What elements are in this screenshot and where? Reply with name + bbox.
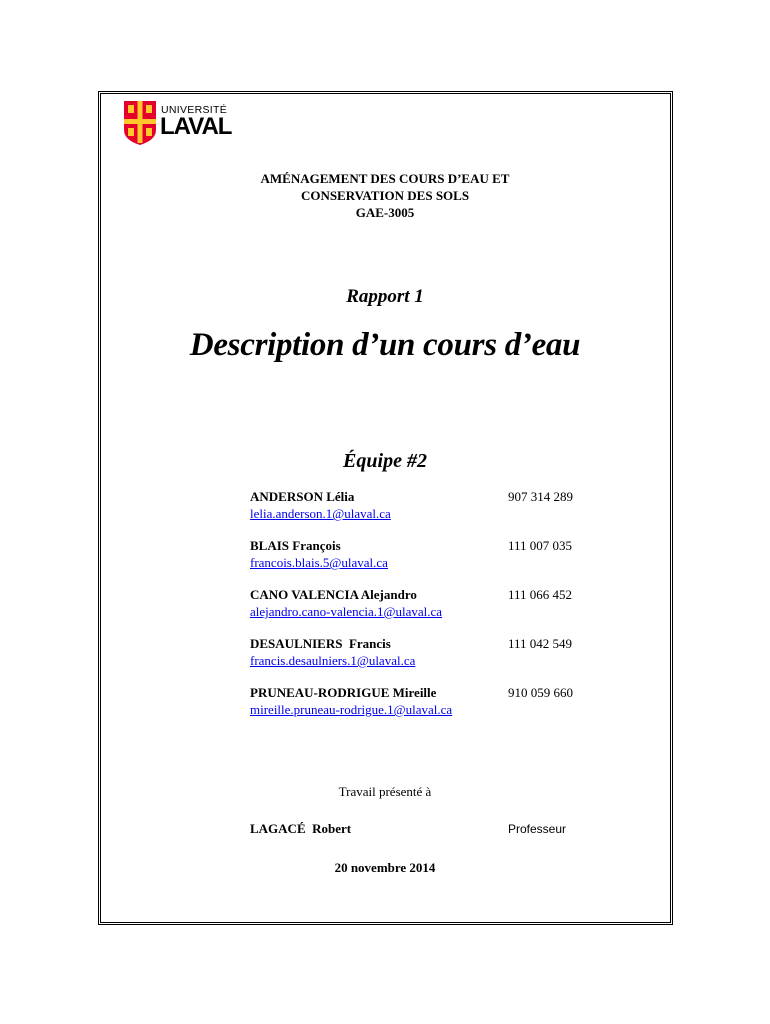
member-email-link[interactable]: alejandro.cano-valencia.1@ulaval.ca <box>250 604 443 619</box>
member-name: DESAULNIERS Francis <box>250 636 391 651</box>
university-logo <box>123 100 238 146</box>
member-entry <box>250 538 590 572</box>
member-entry <box>250 587 590 621</box>
member-number: 111 007 035 <box>508 538 573 553</box>
member-entry <box>250 685 590 719</box>
member-name: PRUNEAU-RODRIGUE Mireille <box>250 685 437 700</box>
member-entry <box>250 636 590 670</box>
logo-line-1: UNIVERSITÉ <box>161 104 228 116</box>
member-email-link[interactable]: lelia.anderson.1@ulaval.ca <box>250 506 391 521</box>
professor-name: LAGACÉ Robert <box>250 821 352 836</box>
member-name: ANDERSON Lélia <box>250 489 355 504</box>
member-email-link[interactable]: mireille.pruneau-rodrigue.1@ulaval.ca <box>250 702 453 717</box>
presented-to-label: Travail présenté à <box>338 784 432 799</box>
member-name: CANO VALENCIA Alejandro <box>250 587 417 602</box>
course-heading <box>0 170 770 221</box>
member-number: 910 059 660 <box>508 685 573 700</box>
logo-line-2: LAVAL <box>160 113 232 140</box>
member-entry <box>250 489 590 523</box>
document-title: Description d’un cours d’eau <box>189 327 581 363</box>
member-number: 111 042 549 <box>508 636 573 651</box>
member-email-link[interactable]: francois.blais.5@ulaval.ca <box>250 555 388 570</box>
coat-of-arms-icon <box>123 100 157 146</box>
submission-date: 20 novembre 2014 <box>334 860 436 875</box>
report-number: Rapport 1 <box>346 286 424 307</box>
course-code: GAE-3005 <box>355 205 415 220</box>
course-line-2: CONSERVATION DES SOLS <box>300 188 470 203</box>
member-number: 111 066 452 <box>508 587 573 602</box>
member-number: 907 314 289 <box>508 489 573 504</box>
member-name: BLAIS François <box>250 538 341 553</box>
professor-role: Professeur <box>508 822 567 836</box>
team-heading: Équipe #2 <box>343 450 427 472</box>
course-line-1: AMÉNAGEMENT DES COURS D’EAU ET <box>260 171 510 186</box>
member-email-link[interactable]: francis.desaulniers.1@ulaval.ca <box>250 653 416 668</box>
